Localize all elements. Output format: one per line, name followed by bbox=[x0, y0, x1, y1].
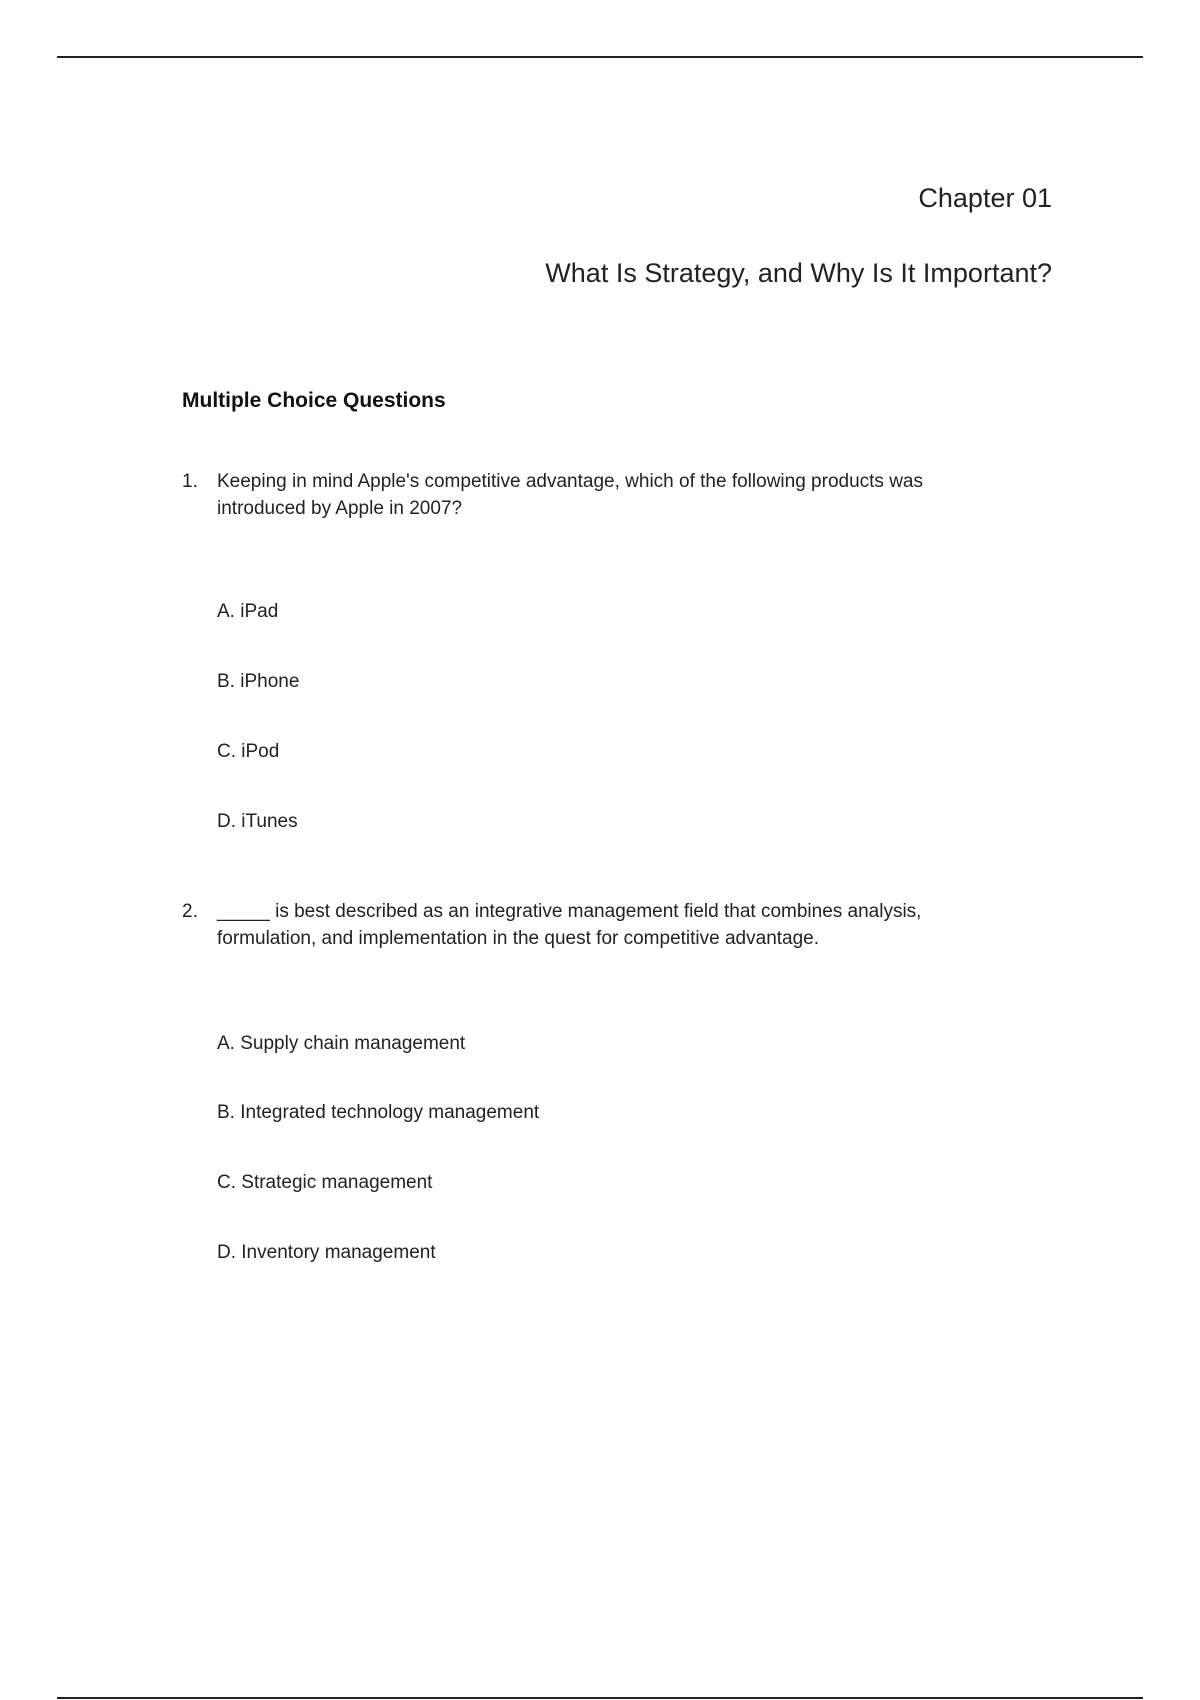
question-1 bbox=[182, 468, 1002, 522]
answer-option-c bbox=[217, 1171, 432, 1195]
option-text: iPod bbox=[241, 741, 280, 762]
answer-option-b bbox=[217, 1101, 539, 1125]
question-number: 1. bbox=[182, 471, 198, 492]
option-letter: B. bbox=[217, 671, 235, 692]
answer-option-c bbox=[217, 740, 279, 764]
option-letter: A. bbox=[217, 601, 235, 622]
answer-option-a bbox=[217, 600, 278, 624]
option-letter: C. bbox=[217, 1172, 236, 1193]
option-text: Inventory management bbox=[241, 1242, 436, 1263]
top-rule bbox=[57, 56, 1143, 58]
question-number: 2. bbox=[182, 901, 198, 922]
option-letter: B. bbox=[217, 1102, 235, 1123]
option-text: Supply chain management bbox=[240, 1033, 466, 1054]
option-text: Integrated technology management bbox=[240, 1102, 540, 1123]
option-letter: D. bbox=[217, 811, 236, 832]
chapter-title: What Is Strategy, and Why Is It Important? bbox=[545, 258, 1052, 288]
question-text: _____ is best described as an integrative management field that combines analysis, formulation, and implementation in the quest for competitive advantage. bbox=[217, 901, 922, 949]
option-letter: D. bbox=[217, 1242, 236, 1263]
answer-option-d bbox=[217, 1241, 436, 1265]
option-text: iTunes bbox=[241, 811, 298, 832]
answer-option-d bbox=[217, 810, 298, 834]
option-text: iPhone bbox=[240, 671, 300, 692]
section-heading: Multiple Choice Questions bbox=[182, 389, 446, 412]
option-text: iPad bbox=[240, 601, 279, 622]
answer-option-a bbox=[217, 1032, 465, 1056]
option-text: Strategic management bbox=[241, 1172, 433, 1193]
option-letter: C. bbox=[217, 741, 236, 762]
chapter-number: Chapter 01 bbox=[918, 183, 1052, 213]
question-2 bbox=[182, 898, 1002, 952]
answer-option-b bbox=[217, 670, 299, 694]
question-text: Keeping in mind Apple's competitive advantage, which of the following products was introduced by Apple in 2007? bbox=[217, 471, 923, 519]
bottom-rule bbox=[57, 1697, 1143, 1699]
option-letter: A. bbox=[217, 1033, 235, 1054]
